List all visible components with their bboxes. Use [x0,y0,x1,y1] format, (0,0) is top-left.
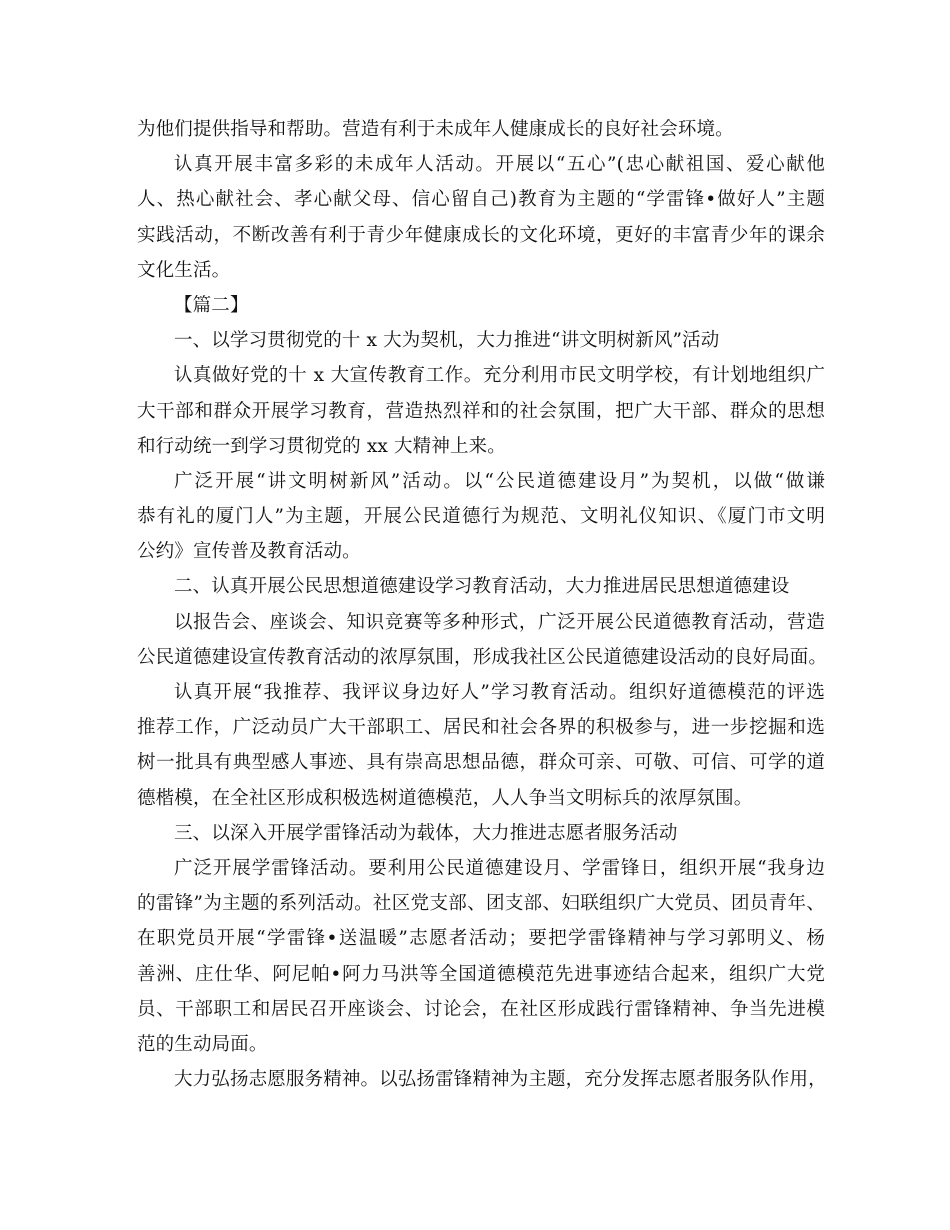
text-line: 广泛开展“讲文明树新风”活动。以“公民道德建设月”为契机，以做“做谦 [174,470,825,492]
text-line: 为他们提供指导和帮助。营造有利于未成年人健康成长的良好社会环境。 [137,119,734,140]
document-body [137,112,828,1097]
text-line: 恭有礼的厦门人”为主题，开展公民道德行为规范、文明礼仪知识、《厦门市文明 [137,506,825,528]
text-line: 德楷模，在全社区形成积极选树道德模范，人人争当文明标兵的浓厚氛围。 [137,787,753,809]
text-line: 善洲、庄仕华、阿尼帕•阿力马洪等全国道德模范先进事迹结合起来，组织广大党 [137,963,825,985]
text-line: 大干部和群众开展学习教育，营造热烈祥和的社会氛围，把广大干部、群众的思想 [137,400,825,422]
text-line: 一、以学习贯彻党的十 x 大为契机，大力推进“讲文明树新风”活动 [174,330,720,352]
text-line: 认真开展“我推荐、我评议身边好人”学习教育活动。组织好道德模范的评选 [174,682,825,703]
text-line: 公民道德建设宣传教育活动的浓厚氛围，形成我社区公民道德建设活动的良好局面。 [137,646,828,668]
text-line: 范的生动局面。 [137,1033,268,1055]
text-line: 认真做好党的十 x 大宣传教育工作。充分利用市民文明学校，有计划地组织广 [174,365,825,387]
text-line: 三、以深入开展学雷锋活动为载体，大力推进志愿者服务活动 [174,822,678,844]
text-line: 文化生活。 [137,259,231,281]
text-line: 广泛开展学雷锋活动。要利用公民道德建设月、学雷锋日，组织开展“我身边 [174,857,825,879]
text-line: 【篇二】 [174,294,249,316]
text-line: 公约》宣传普及教育活动。 [137,541,361,563]
text-line: 推荐工作，广泛动员广大干部职工、居民和社会各界的积极参与，进一步挖掘和选 [137,717,825,739]
text-line: 认真开展丰富多彩的未成年人活动。开展以“五心”(忠心献祖国、爱心献他 [174,154,825,176]
text-line: 实践活动，不断改善有利于青少年健康成长的文化环境，更好的丰富青少年的课余 [137,224,825,246]
text-line: 的雷锋”为主题的系列活动。社区党支部、团支部、妇联组织广大党员、团员青年、 [137,893,825,915]
text-line: 大力弘扬志愿服务精神。以弘扬雷锋精神为主题，充分发挥志愿者服务队作用， [174,1069,827,1091]
text-line: 人、热心献社会、孝心献父母、信心留自己)教育为主题的“学雷锋•做好人”主题 [137,189,825,211]
text-line: 树一批具有典型感人事迹、具有崇高思想品德，群众可亲、可敬、可信、可学的道 [137,752,825,774]
text-line: 在职党员开展“学雷锋•送温暖”志愿者活动；要把学雷锋精神与学习郭明义、杨 [137,928,825,950]
text-line: 员、干部职工和居民召开座谈会、讨论会，在社区形成践行雷锋精神、争当先进模 [137,998,825,1020]
text-line: 以报告会、座谈会、知识竞赛等多种形式，广泛开展公民道德教育活动，营造 [174,611,825,633]
text-line: 二、认真开展公民思想道德建设学习教育活动，大力推进居民思想道德建设 [174,576,790,598]
text-line: 和行动统一到学习贯彻党的 xx 大精神上来。 [137,435,506,457]
